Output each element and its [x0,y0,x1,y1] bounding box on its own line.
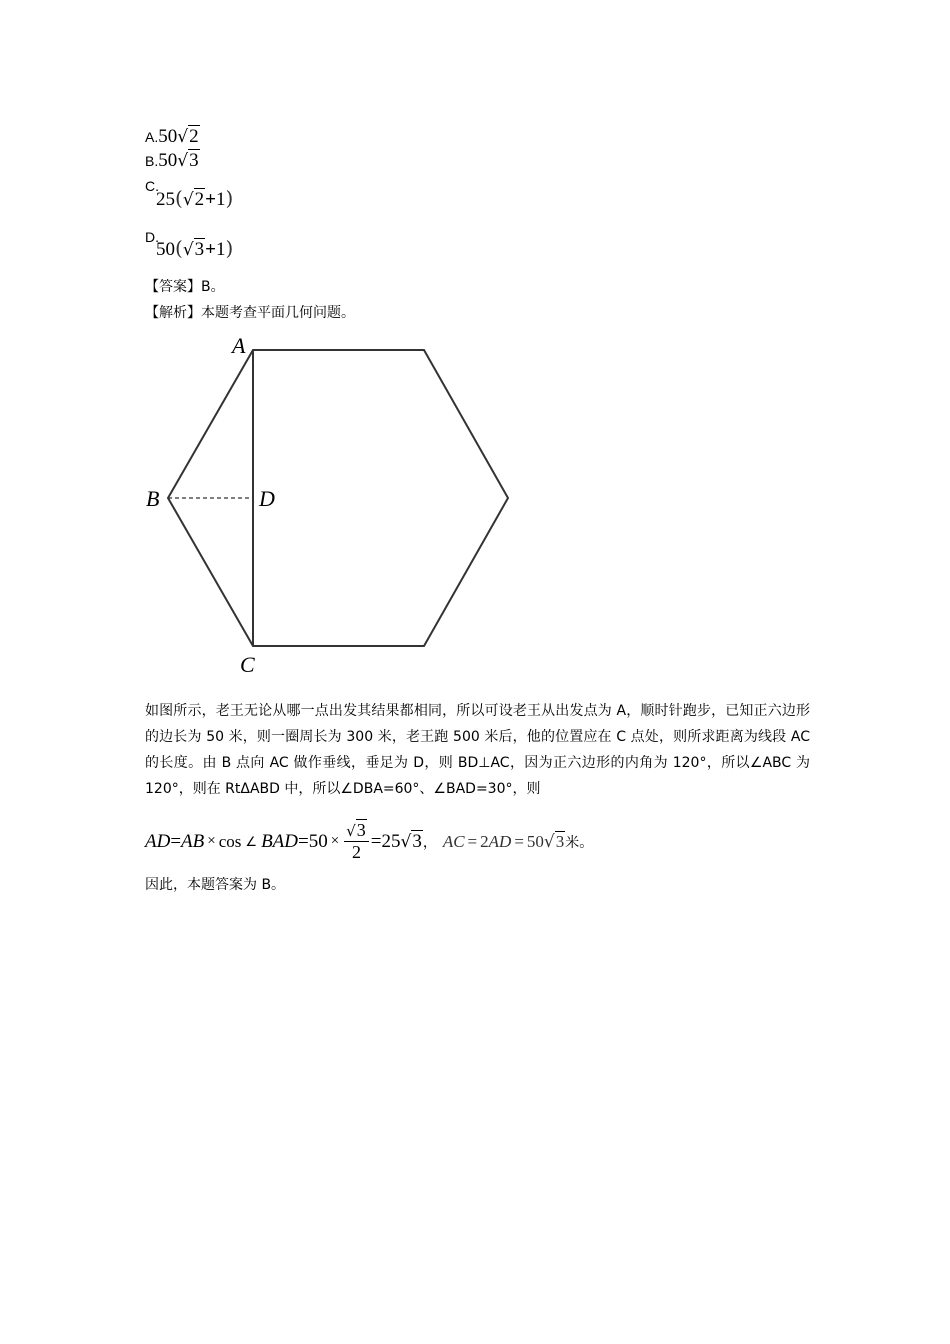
option-coef: 50 [158,150,178,171]
f-times: × [330,833,340,849]
f-comma: ， [422,834,437,851]
f-ab: AB [181,830,205,852]
f-eq: = [370,830,382,852]
option-coef: 50 [156,239,175,260]
one: 1 [215,239,226,260]
label-d: D [259,486,275,511]
f-angle: ∠ [245,833,258,849]
f-eq: = [170,830,182,852]
plus: + [205,189,216,210]
f-ad: AD [488,831,512,851]
formula-line [145,820,593,863]
option-letter: D. [145,229,159,245]
sqrt: √3 [543,831,565,852]
explanation-paragraph: 如图所示，老王无论从哪一点出发其结果都相同，所以可设老王从出发点为 A，顺时针跑步，已知正六边形的边长为 50 米，则一圈周长为 300 米，老王跑 500 米后，他的位置应在 C 点处，则所求距离为线段 AC 的长度。由 B 点向 AC 做作垂线，垂足为 D，则 BD⊥AC，因为正六边形的内角为 120°，所以∠ABC 为 120°，则在 RtΔABD 中，所以∠DBA=60°、∠BAD=30°，则 [145,703,810,797]
sqrt: √3 [177,150,199,171]
sqrt: √3 [400,830,422,852]
f-twentyfive: 25 [381,830,401,852]
f-unit: 米。 [565,834,594,851]
analysis-line: 【解析】本题考查平面几何问题。 [145,305,355,321]
option-letter: C. [145,178,159,194]
label-a: A [232,333,246,358]
conclusion-line: 因此，本题答案为 B。 [145,877,286,893]
f-fifty: 50 [526,831,544,851]
option-coef: 50 [158,126,178,147]
sqrt: √3 [182,239,205,260]
label-c: C [240,652,255,677]
f-ac: AC [442,831,465,851]
answer-line: 【答案】B。 [145,279,225,295]
f-times: × [207,833,216,849]
f-cos: cos [218,831,242,851]
label-b: B [146,486,160,511]
option-c: 25(√2+1) [156,186,234,210]
f-eq: = [467,831,478,851]
option-b [145,150,200,172]
sqrt: √2 [177,126,199,147]
f-ad: AD [145,830,171,852]
f-two: 2 [480,831,489,851]
plus: + [205,239,216,260]
f-eq: = [514,831,524,851]
option-a [145,126,200,148]
hexagon-figure [140,330,520,680]
option-letter: B. [145,153,159,169]
option-coef: 25 [156,189,175,210]
f-fifty: 50 [308,830,328,852]
fraction: $\frac{√3}{2}$ [344,820,369,863]
f-bad: BAD [261,830,298,852]
option-d: 50(√3+1) [156,236,234,260]
one: 1 [215,189,226,210]
sqrt: √2 [182,189,205,210]
f-eq: = [298,830,309,852]
option-letter: A. [145,129,159,145]
